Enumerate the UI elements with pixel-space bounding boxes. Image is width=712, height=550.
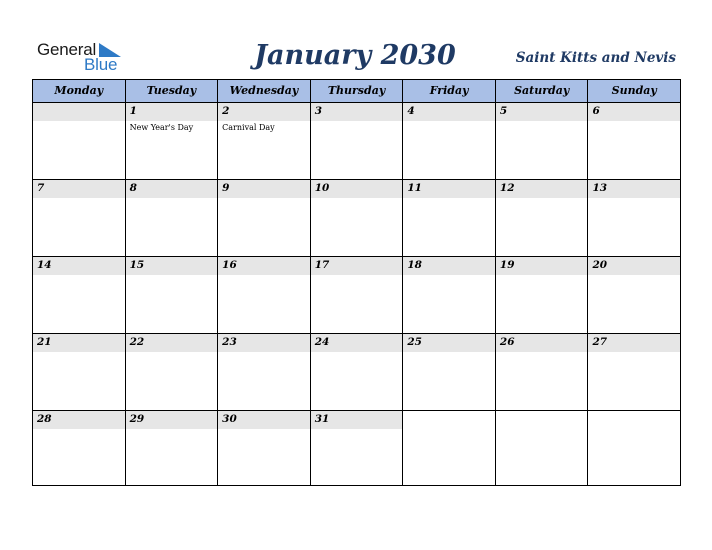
day-number: 6 (592, 105, 600, 117)
weekday-header-monday: Monday (33, 80, 126, 102)
weekday-header-thursday: Thursday (311, 80, 404, 102)
day-number: 1 (129, 105, 137, 117)
day-number: 19 (499, 259, 515, 271)
day-cell[interactable] (33, 411, 126, 486)
logo-word-blue: Blue (84, 55, 118, 74)
day-number: 3 (314, 105, 323, 117)
day-number: 17 (314, 259, 330, 271)
day-number: 7 (37, 182, 45, 194)
day-header-band (126, 180, 218, 198)
week-row (33, 334, 680, 411)
day-number: 28 (37, 413, 52, 425)
day-number: 22 (129, 336, 145, 348)
calendar-grid (32, 79, 681, 486)
day-header-band (403, 411, 495, 429)
day-cell[interactable] (311, 411, 404, 486)
day-number: 9 (222, 182, 230, 194)
day-cell[interactable] (218, 257, 311, 333)
day-cell[interactable] (126, 103, 219, 179)
generalblue-logo (37, 40, 127, 74)
weekday-header-wednesday: Wednesday (218, 80, 311, 102)
day-number: 2 (222, 105, 230, 117)
day-cell[interactable] (588, 411, 680, 486)
weekday-header-friday: Friday (403, 80, 496, 102)
day-cell[interactable] (126, 334, 219, 410)
day-cell[interactable] (33, 334, 126, 410)
day-cell[interactable] (126, 180, 219, 256)
day-cell[interactable] (218, 180, 311, 256)
day-header-band (496, 103, 588, 121)
holiday-label: New Year's Day (129, 123, 194, 132)
day-cell[interactable] (403, 334, 496, 410)
week-row (33, 411, 680, 486)
day-header-band (33, 180, 125, 198)
day-number: 23 (222, 336, 237, 348)
day-cell[interactable] (588, 103, 680, 179)
day-number: 16 (222, 259, 237, 271)
day-number: 10 (314, 182, 330, 194)
day-cell[interactable] (311, 257, 404, 333)
day-number: 14 (37, 259, 52, 271)
day-cell[interactable] (218, 103, 311, 179)
day-number: 12 (499, 182, 515, 194)
weekday-header-row (33, 80, 680, 103)
day-number: 30 (222, 413, 237, 425)
day-cell[interactable] (588, 180, 680, 256)
logo-word-general: General (37, 40, 97, 59)
day-number: 15 (129, 259, 145, 271)
day-number: 27 (592, 336, 608, 348)
day-number: 11 (407, 182, 422, 194)
day-cell[interactable] (218, 334, 311, 410)
day-number: 21 (37, 336, 52, 348)
day-cell[interactable] (311, 334, 404, 410)
day-cell[interactable] (496, 334, 589, 410)
day-number: 4 (407, 105, 415, 117)
weekday-header-saturday: Saturday (496, 80, 589, 102)
day-cell[interactable] (403, 411, 496, 486)
day-number: 24 (314, 336, 330, 348)
day-cell[interactable] (311, 180, 404, 256)
day-cell[interactable] (403, 103, 496, 179)
day-header-band (33, 103, 125, 121)
country-name: Saint Kitts and Nevis (515, 50, 676, 66)
day-cell[interactable] (496, 103, 589, 179)
day-cell[interactable] (496, 411, 589, 486)
day-cell[interactable] (218, 411, 311, 486)
day-header-band (218, 103, 310, 121)
day-cell[interactable] (33, 257, 126, 333)
holiday-label: Carnival Day (222, 123, 275, 132)
day-header-band (126, 103, 218, 121)
day-number: 25 (407, 336, 422, 348)
weekday-header-sunday: Sunday (611, 84, 657, 97)
day-header-band (403, 103, 495, 121)
week-row (33, 257, 680, 334)
day-number: 20 (592, 259, 608, 271)
day-cell[interactable] (588, 334, 680, 410)
day-header-band (588, 103, 680, 121)
day-cell[interactable] (496, 180, 589, 256)
day-header-band (311, 103, 403, 121)
day-cell[interactable] (126, 257, 219, 333)
day-header-band (588, 411, 680, 429)
week-row (33, 180, 680, 257)
day-cell[interactable] (403, 180, 496, 256)
day-cell[interactable] (33, 180, 126, 256)
day-number: 18 (407, 259, 422, 271)
day-cell[interactable] (126, 411, 219, 486)
day-cell[interactable] (496, 257, 589, 333)
day-number: 31 (314, 413, 330, 425)
day-cell[interactable] (403, 257, 496, 333)
weekday-header-tuesday: Tuesday (126, 80, 219, 102)
day-header-band (218, 180, 310, 198)
day-cell[interactable] (33, 103, 126, 179)
week-row (33, 103, 680, 180)
day-number: 8 (129, 182, 137, 194)
day-number: 26 (499, 336, 515, 348)
day-header-band (496, 411, 588, 429)
calendar-title: January 2030 (254, 40, 456, 71)
day-number: 5 (499, 105, 508, 117)
day-cell[interactable] (311, 103, 404, 179)
day-number: 13 (592, 182, 608, 194)
day-number: 29 (129, 413, 145, 425)
weeks-container (33, 103, 680, 486)
day-cell[interactable] (588, 257, 680, 333)
